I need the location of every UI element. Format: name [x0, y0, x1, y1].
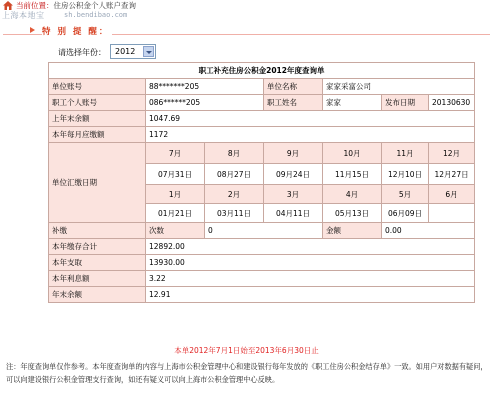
employee-name-value: 家家	[323, 95, 382, 111]
month-cell: 8月	[205, 143, 264, 164]
year-end-balance-label: 年末余额	[49, 287, 146, 303]
month-cell: 10月	[323, 143, 382, 164]
remittance-label: 单位汇缴日期	[49, 143, 146, 223]
watermark-site-url: sh.bendibao.com	[64, 11, 128, 19]
month-cell: 1月	[146, 185, 205, 204]
date-cell: 08月27日	[205, 164, 264, 185]
statement-table	[48, 62, 475, 303]
top-bar	[0, 0, 493, 22]
date-cell: 06月09日	[382, 204, 429, 223]
date-cell	[429, 204, 475, 223]
unit-name-label: 单位名称	[264, 79, 323, 95]
supplement-times-label: 次数	[146, 223, 205, 239]
statement-period: 本单2012年7月1日始至2013年6月30日止	[174, 346, 319, 355]
breadcrumb-link[interactable]: 住房公积金个人账户查询	[53, 1, 136, 10]
month-cell: 2月	[205, 185, 264, 204]
month-cell: 12月	[429, 143, 475, 164]
month-cell: 9月	[264, 143, 323, 164]
monthly-due-label: 本年每月应缴额	[49, 127, 146, 143]
tip-title: 特 别 提 醒：	[42, 25, 112, 37]
personal-account-label: 职工个人账号	[49, 95, 146, 111]
year-label: 请选择年份：	[58, 48, 106, 57]
withdrawal-label: 本年支取	[49, 255, 146, 271]
statement-title: 职工补充住房公积金2012年度查询单	[49, 63, 475, 79]
month-cell: 7月	[146, 143, 205, 164]
home-icon	[3, 1, 13, 10]
unit-name-value: 家家采富公司	[323, 79, 475, 95]
date-cell: 04月11日	[264, 204, 323, 223]
date-cell: 05月13日	[323, 204, 382, 223]
interest-value: 3.22	[146, 271, 475, 287]
tip-header	[0, 22, 493, 38]
footnote: 注：年度查询单仅作参考。本年度查询单的内容与上海市公积金管理中心和建设银行每年发放的《职工住房公积金结存单》一致。如用户对数据有疑问，可以向建设银行公积金管理支行查询，如还有疑义可以向上海市公积金管理中心反映。	[6, 362, 488, 384]
monthly-due-value: 1172	[146, 127, 475, 143]
issue-date-value: 20130630	[429, 95, 475, 111]
date-cell: 07月31日	[146, 164, 205, 185]
month-cell: 6月	[429, 185, 475, 204]
month-cell: 3月	[264, 185, 323, 204]
supplement-times-value: 0	[205, 223, 323, 239]
interest-label: 本年利息额	[49, 271, 146, 287]
date-cell: 11月15日	[323, 164, 382, 185]
year-end-balance-value: 12.91	[146, 287, 475, 303]
arrow-right-icon	[30, 27, 35, 33]
deposit-total-value: 12892.00	[146, 239, 475, 255]
personal-account-value: 086******205	[146, 95, 264, 111]
employee-name-label: 职工姓名	[264, 95, 323, 111]
date-cell: 01月21日	[146, 204, 205, 223]
deposit-total-label: 本年缴存合计	[49, 239, 146, 255]
breadcrumb-label: 当前位置：	[16, 1, 54, 10]
month-cell: 5月	[382, 185, 429, 204]
month-cell: 11月	[382, 143, 429, 164]
date-cell: 09月24日	[264, 164, 323, 185]
watermark-site-name: 上海本地宝	[2, 11, 45, 20]
month-cell: 4月	[323, 185, 382, 204]
date-cell: 03月11日	[205, 204, 264, 223]
issue-date-label: 发布日期	[382, 95, 429, 111]
unit-account-label: 单位账号	[49, 79, 146, 95]
supplement-amount-value: 0.00	[382, 223, 475, 239]
year-selected-value: 2012	[115, 47, 136, 56]
year-select[interactable]	[110, 44, 156, 59]
supplement-label: 补缴	[49, 223, 146, 239]
unit-account-value: 88*******205	[146, 79, 264, 95]
date-cell: 12月10日	[382, 164, 429, 185]
prev-balance-value: 1047.69	[146, 111, 475, 127]
chevron-down-icon[interactable]	[143, 46, 154, 57]
supplement-amount-label: 金额	[323, 223, 382, 239]
withdrawal-value: 13930.00	[146, 255, 475, 271]
date-cell: 12月27日	[429, 164, 475, 185]
prev-balance-label: 上年末余额	[49, 111, 146, 127]
